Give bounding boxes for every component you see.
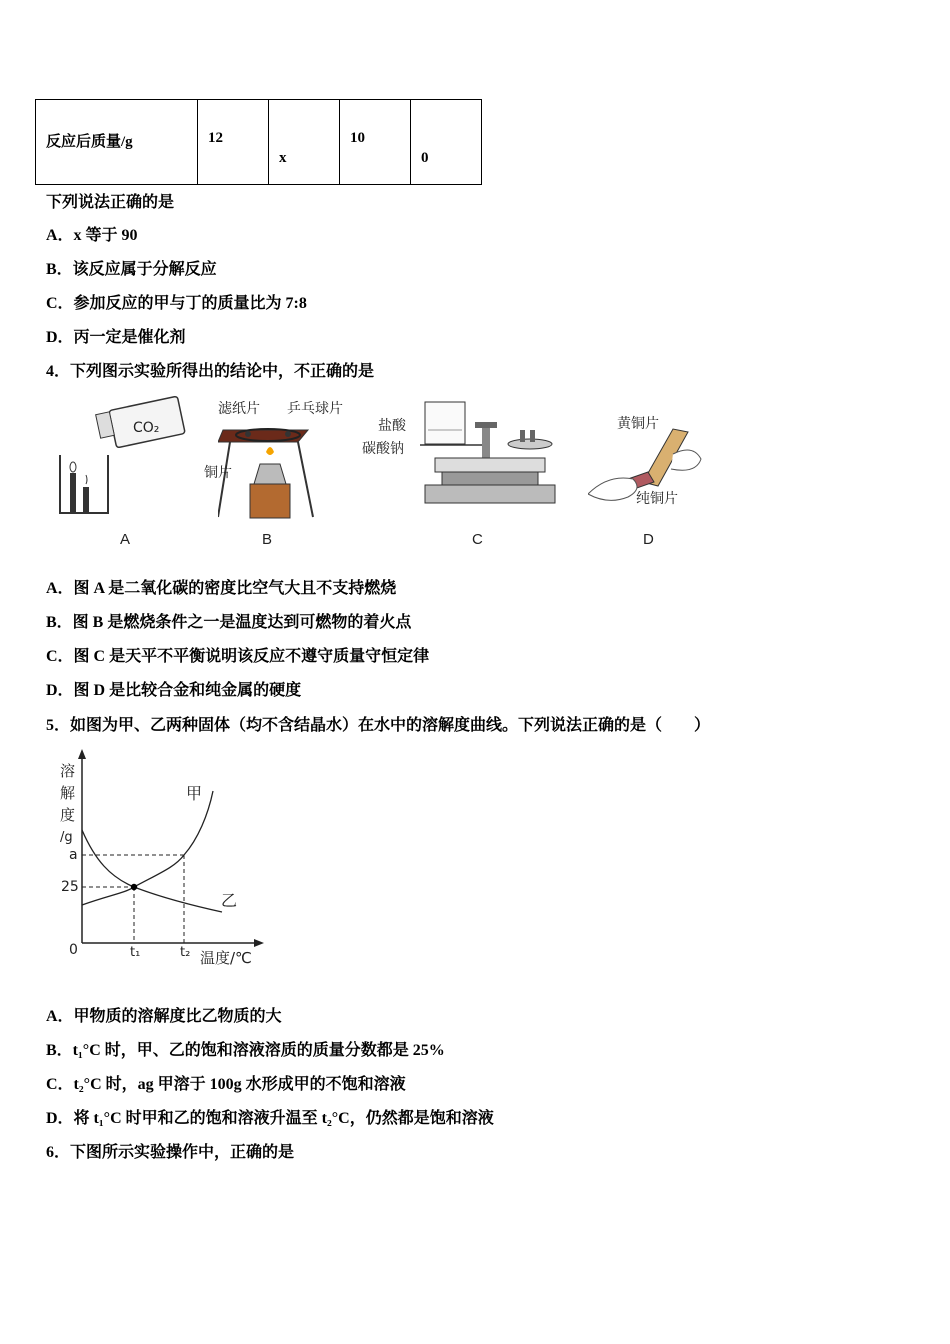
origin-label: 0 [69, 942, 78, 958]
y-tick-25: 25 [61, 879, 79, 895]
table-value: 12 [208, 130, 223, 146]
q3-stem: 下列说法正确的是 [46, 194, 175, 211]
curve-label-yi: 乙 [221, 891, 238, 910]
table-cell [340, 100, 411, 185]
x-tick-t2: t₂ [180, 945, 191, 960]
x-axis-label: 温度/℃ [200, 949, 252, 967]
intersection-point [131, 884, 137, 890]
pure-copper-label: 纯铜片 [636, 491, 678, 507]
na2co3-label: 碳酸钠 [362, 441, 404, 457]
q5-option-c: C．t₂°C 时，ag 甲溶于 100g 水形成甲的不饱和溶液 [46, 1076, 406, 1093]
q4-option-a: A．图 A 是二氧化碳的密度比空气大且不支持燃烧 [46, 580, 397, 597]
q3-option-b: B．该反应属于分解反应 [46, 261, 217, 278]
q3-option-a: A．x 等于 90 [46, 227, 138, 244]
y-tick-a: a [69, 847, 78, 863]
row-label: 反应后质量/g [46, 134, 133, 150]
table-value: 10 [350, 130, 365, 146]
q5-option-d: D．将 t₁°C 时甲和乙的饱和溶液升温至 t₂°C，仍然都是饱和溶液 [46, 1110, 494, 1127]
q4-option-c: C．图 C 是天平不平衡说明该反应不遵守质量守恒定律 [46, 648, 430, 665]
y-axis-arrow [78, 749, 86, 759]
q6-stem: 6．下图所示实验操作中，正确的是 [46, 1144, 295, 1161]
q3-option-c: C．参加反应的甲与丁的质量比为 7:8 [46, 295, 307, 312]
curve-jia [82, 791, 213, 905]
figure-label-d: D [643, 531, 654, 548]
hcl-label: 盐酸 [378, 418, 406, 434]
q5-option-b: B．t₁°C 时，甲、乙的饱和溶液溶质的质量分数都是 25% [46, 1042, 445, 1059]
mass-table [35, 99, 482, 185]
table-value: 0 [421, 150, 429, 166]
y-label-char: /g [60, 830, 73, 845]
table-row [36, 100, 482, 185]
y-label-char: 度 [60, 806, 76, 824]
figure-label-b: B [262, 531, 273, 548]
pingpong-label: 乒乓球片 [287, 401, 343, 417]
table-cell [269, 100, 340, 185]
copper-sheet-label: 铜片 [204, 465, 232, 481]
figure-a-co2-beaker [50, 395, 190, 525]
q5-option-a: A．甲物质的溶解度比乙物质的大 [46, 1008, 282, 1025]
solubility-chart [50, 745, 280, 970]
q4-option-b: B．图 B 是燃烧条件之一是温度达到可燃物的着火点 [46, 614, 412, 631]
table-value: x [279, 150, 287, 166]
x-axis-arrow [254, 939, 264, 947]
figure-b-tripod [218, 412, 323, 520]
table-cell-label [36, 100, 198, 185]
figure-c-balance [420, 400, 560, 510]
table-cell [411, 100, 482, 185]
figure-label-c: C [472, 531, 483, 548]
q3-option-d: D．丙一定是催化剂 [46, 329, 186, 346]
brass-label: 黄铜片 [617, 416, 659, 432]
q4-stem: 4．下列图示实验所得出的结论中，不正确的是 [46, 363, 375, 380]
y-label-char: 溶 [60, 762, 76, 780]
q5-stem: 5．如图为甲、乙两种固体（均不含结晶水）在水中的溶解度曲线。下列说法正确的是（ ） [46, 717, 711, 734]
x-tick-t1: t₁ [130, 945, 141, 960]
co2-label: CO₂ [133, 420, 160, 436]
figure-label-a: A [120, 531, 131, 548]
filter-paper-label: 滤纸片 [218, 401, 260, 417]
q4-option-d: D．图 D 是比较合金和纯金属的硬度 [46, 682, 302, 699]
y-label-char: 解 [60, 784, 76, 802]
curve-yi [82, 830, 222, 912]
curve-label-jia: 甲 [186, 784, 203, 803]
table-cell [198, 100, 269, 185]
